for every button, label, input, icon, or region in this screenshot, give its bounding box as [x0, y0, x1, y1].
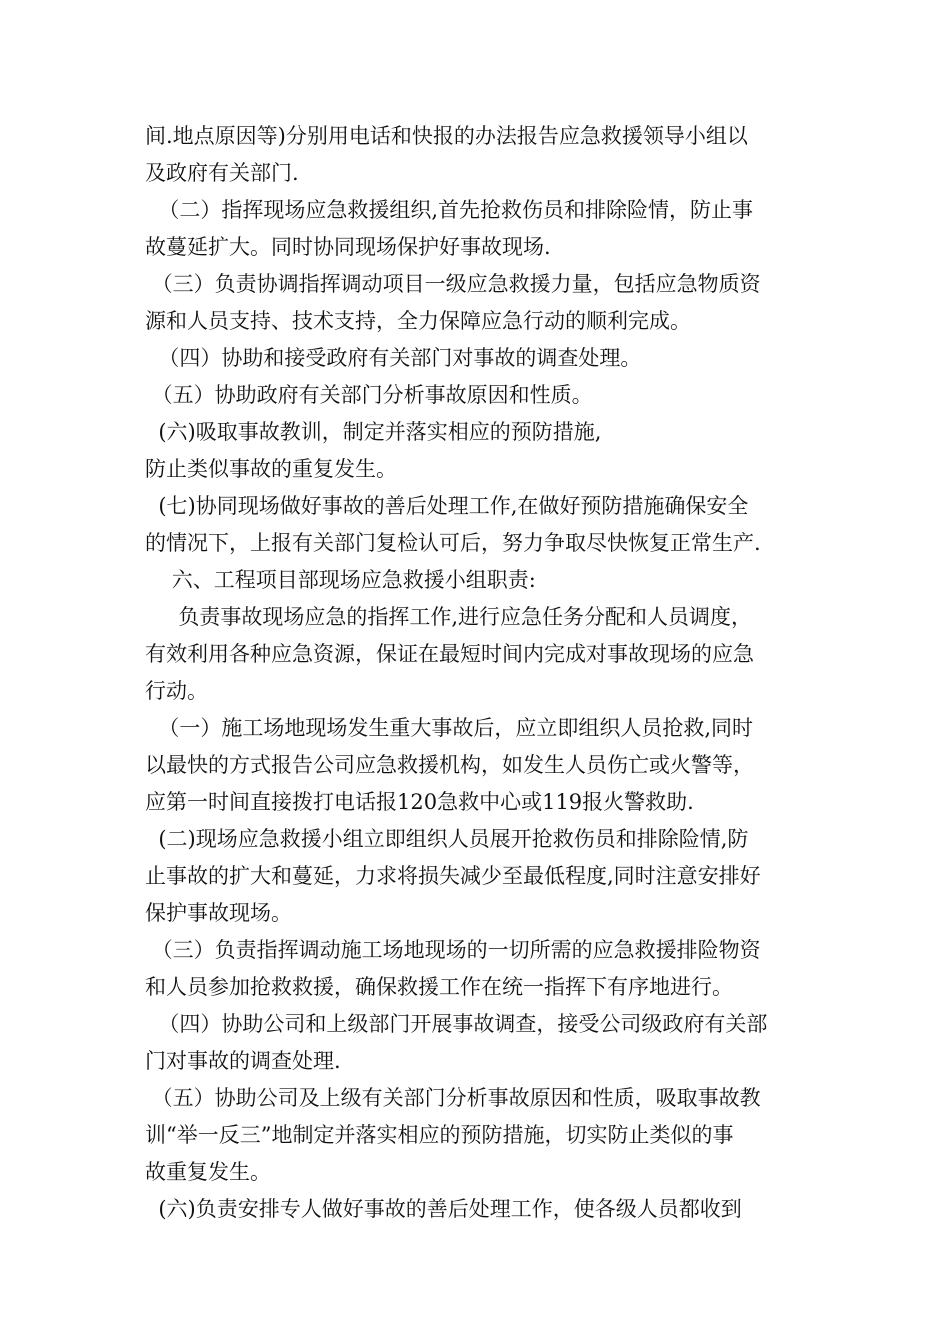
text-line: 应第一时间直接拨打电话报120急救中心或119报火警救助. — [145, 790, 694, 814]
text-line: （二）指挥现场应急救援组织,首先抢救伤员和排除险情，防止事 — [145, 198, 754, 222]
body-text — [145, 118, 810, 1228]
text-line: （四）协助公司和上级部门开展事故调查，接受公司级政府有关部 — [145, 1012, 768, 1036]
text-line: 止事故的扩大和蔓延，力求将损失减少至最低程度,同时注意安排好 — [145, 864, 761, 888]
text-line: (六)吸取事故教训，制定并落实相应的预防措施, — [145, 420, 602, 444]
text-line: (七)协同现场做好事故的善后处理工作,在做好预防措施确保安全 — [145, 494, 749, 518]
text-line: 防止类似事故的重复发生。 — [145, 457, 397, 481]
text-line: （四）协助和接受政府有关部门对事故的调查处理。 — [145, 346, 642, 370]
text-line: 保护事故现场。 — [145, 901, 292, 925]
text-line: 训“举一反三”地制定并落实相应的预防措施，切实防止类似的事 — [145, 1123, 734, 1147]
text-line: 及政府有关部门. — [145, 161, 299, 185]
text-line: 故重复发生。 — [145, 1160, 271, 1184]
text-line: 有效利用各种应急资源，保证在最短时间内完成对事故现场的应急 — [145, 642, 754, 666]
text-line: 门对事故的调查处理. — [145, 1049, 341, 1073]
text-line: 和人员参加抢救救援，确保救援工作在统一指挥下有序地进行。 — [145, 975, 733, 999]
text-line: 间.地点原因等)分别用电话和快报的办法报告应急救援领导小组以 — [145, 124, 748, 148]
text-line: (二)现场应急救援小组立即组织人员展开抢救伤员和排除险情,防 — [145, 827, 749, 851]
text-line: （五）协助政府有关部门分析事故原因和性质。 — [145, 383, 593, 407]
text-line: 以最快的方式报告公司应急救援机构，如发生人员伤亡或火警等， — [145, 753, 754, 777]
text-line: 故蔓延扩大。同时协同现场保护好事故现场. — [145, 235, 551, 259]
text-line: （五）协助公司及上级有关部门分析事故原因和性质，吸取事故教 — [145, 1086, 761, 1110]
text-line: （三）负责指挥调动施工场地现场的一切所需的应急救援排险物资 — [145, 938, 761, 962]
text-line: 行动。 — [145, 679, 208, 703]
text-line: 源和人员支持、技术支持，全力保障应急行动的顺利完成。 — [145, 309, 691, 333]
text-line: （三）负责协调指挥调动项目一级应急救援力量，包括应急物质资 — [145, 272, 761, 296]
section-heading: 六、工程项目部现场应急救援小组职责: — [145, 568, 536, 592]
text-line: （一）施工场地现场发生重大事故后，应立即组织人员抢救,同时 — [145, 716, 754, 740]
text-line: 负责事故现场应急的指挥工作,进行应急任务分配和人员调度， — [145, 605, 753, 629]
text-line: 的情况下，上报有关部门复检认可后，努力争取尽快恢复正常生产. — [145, 531, 761, 555]
text-line: (六)负责安排专人做好事故的善后处理工作，使各级人员都收到 — [145, 1197, 742, 1221]
